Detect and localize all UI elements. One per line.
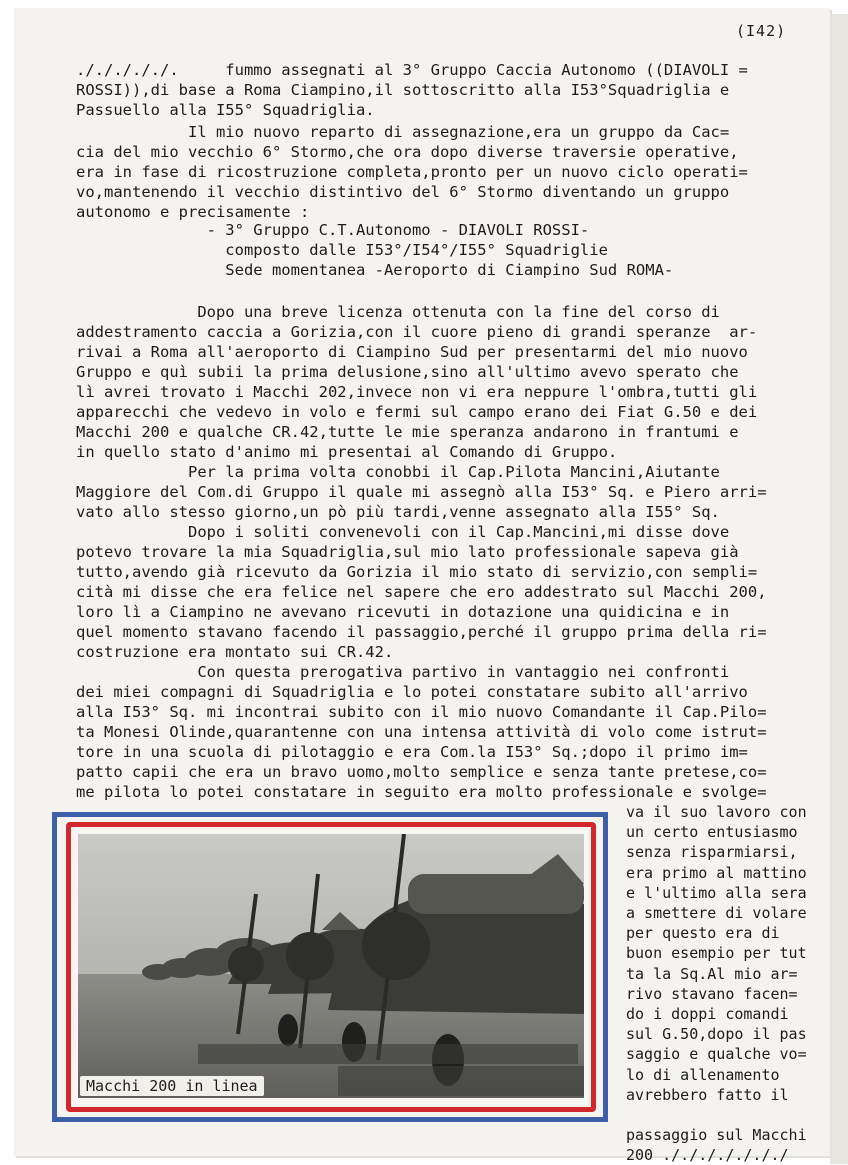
side-text-line: lo di allenamento	[626, 1065, 780, 1084]
side-text-line: buon esempio per tut	[626, 944, 807, 963]
side-text-line: ta la Sq.Al mio ar=	[626, 964, 798, 983]
text-line: Passuello alla I55° Squadriglia.	[76, 101, 375, 119]
text-line: addestramento caccia a Gorizia,con il cuore pieno di grandi speranze ar-	[76, 323, 758, 341]
text-line: Dopo una breve licenza ottenuta con la fine del corso di	[76, 303, 720, 321]
text-line: Maggiore del Com.di Gruppo il quale mi assegnò alla I53° Sq. e Piero arri=	[76, 483, 767, 501]
side-text-line: un certo entusiasmo	[626, 823, 798, 842]
text-line: ./././././. fummo assegnati al 3° Gruppo Caccia Autonomo ((DIAVOLI =	[76, 61, 748, 79]
side-text-line: saggio e qualche vo=	[626, 1045, 807, 1064]
text-line: me pilota lo potei constatare in seguito era molto professionale e svolge=	[76, 783, 767, 801]
side-text-line: era primo al mattino	[626, 863, 807, 882]
text-line: loro lì a Ciampino ne avevano ricevuti in dotazione una quidicina e in	[76, 603, 730, 621]
text-line: composto dalle I53°/I54°/I55° Squadriglie	[76, 241, 608, 259]
text-line: apparecchi che vedevo in volo e fermi sul campo erano dei Fiat G.50 e dei	[76, 403, 758, 421]
text-line: ROSSI)),di base a Roma Ciampino,il sottoscritto alla I53°Squadriglia e	[76, 81, 730, 99]
text-line: tore in una scuola di pilotaggio e era Com.la I53° Sq.;dopo il primo im=	[76, 743, 748, 761]
text-line: tutto,avendo già ricevuto da Gorizia il mio stato di servizio,con sempli=	[76, 563, 758, 581]
text-line: - 3° Gruppo C.T.Autonomo - DIAVOLI ROSSI-	[76, 221, 590, 239]
side-text-line: e l'ultimo alla sera	[626, 883, 807, 902]
text-line: cità mi disse che era felice nel sapere che ero addestrato sul Macchi 200,	[76, 583, 767, 601]
text-line: Il mio nuovo reparto di assegnazione,era un gruppo da Cac=	[76, 123, 730, 141]
photo-caption: Macchi 200 in linea	[80, 1076, 264, 1096]
text-line: patto capii che era un bravo uomo,molto semplice e senza tante pretese,co=	[76, 763, 767, 781]
text-line: Per la prima volta conobbi il Cap.Pilota Mancini,Aiutante	[76, 463, 720, 481]
side-text-line: do i doppi comandi	[626, 1005, 789, 1023]
page-edge	[830, 14, 848, 1164]
side-text-line: senza risparmiarsi,	[626, 843, 798, 862]
text-line: dei miei compagni di Squadriglia e lo potei constatare subito all'arrivo	[76, 683, 748, 701]
page-number: (I42)	[736, 22, 787, 40]
aircraft-photo	[78, 834, 584, 1098]
text-line: vato allo stesso giorno,un pò più tardi,venne assegnato alla I55° Sq.	[76, 503, 720, 521]
text-line: Macchi 200 e qualche CR.42,tutte le mie speranza andarono in frantumi e	[76, 423, 739, 441]
text-line: quel momento stavano facendo il passaggio,perché il gruppo prima della ri=	[76, 623, 767, 641]
text-line: Con questa prerogativa partivo in vantaggio nei confronti	[76, 663, 730, 681]
side-text-line: rivo stavano facen=	[626, 984, 798, 1003]
text-line: costruzione era montato sui CR.42.	[76, 643, 394, 661]
text-line: era in fase di ricostruzione completa,pronto per un nuovo ciclo operati=	[76, 163, 748, 181]
side-text-line: sul G.50,dopo il pas	[626, 1025, 807, 1044]
text-line: alla I53° Sq. mi incontrai subito con il mio nuovo Comandante il Cap.Pilo=	[76, 703, 767, 721]
text-line: rivai a Roma all'aeroporto di Ciampino Sud per presentarmi del mio nuovo	[76, 343, 748, 361]
text-line: ta Monesi Olinde,quarantenne con una intensa attività di volo come istrut=	[76, 723, 767, 741]
side-text-line: avrebbero fatto il	[626, 1085, 789, 1104]
text-line: Dopo i soliti convenevoli con il Cap.Mancini,mi disse dove	[76, 523, 730, 541]
text-line: cia del mio vecchio 6° Stormo,che ora dopo diverse traversie operative,	[76, 143, 739, 161]
side-text-line: a smettere di volare	[626, 904, 807, 922]
text-line: in quello stato d'animo mi presentai al Comando di Gruppo.	[76, 443, 618, 461]
text-line: Sede momentanea -Aeroporto di Ciampino Sud ROMA-	[76, 261, 674, 279]
side-text-line: passaggio sul Macchi	[626, 1126, 807, 1145]
text-line: lì avrei trovato i Macchi 202,invece non vi era neppure l'ombra,tutti gli	[76, 383, 758, 401]
text-line: Gruppo e quì subii la prima delusione,sino all'ultimo avevo sperato che	[76, 363, 739, 381]
side-text-line: per questo era di	[626, 924, 780, 943]
text-line: potevo trovare la mia Squadriglia,sul mio lato professionale sapeva già	[76, 543, 739, 561]
text-line: vo,mantenendo il vecchio distintivo del 6° Stormo diventando un gruppo	[76, 183, 730, 201]
aircraft-photo-image	[78, 834, 584, 1098]
side-text-line: va il suo lavoro con	[626, 803, 807, 821]
side-text-line: 200 ./././././././	[626, 1146, 789, 1165]
text-line: autonomo e precisamente :	[76, 203, 310, 221]
